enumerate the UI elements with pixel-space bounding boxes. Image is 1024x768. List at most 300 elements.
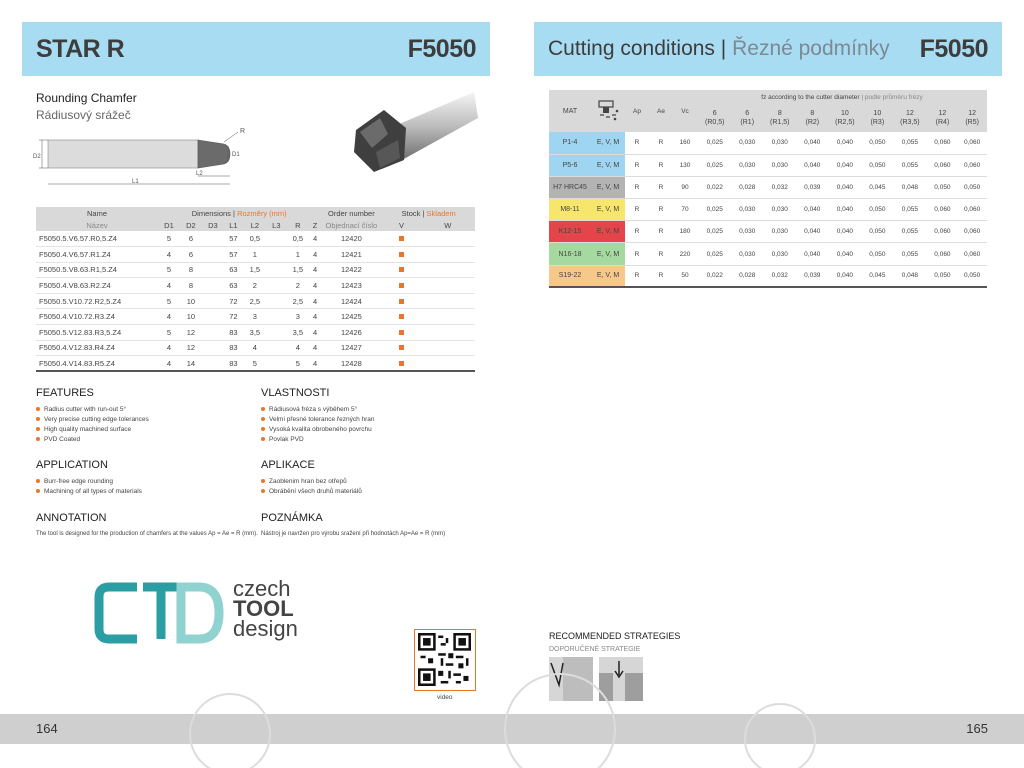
ap-cell: R	[625, 132, 649, 154]
application-heading: APPLICATION	[36, 459, 108, 471]
col-l2: L2	[243, 219, 267, 231]
col-stock-v: V	[382, 219, 420, 231]
cell-r: 2,5	[286, 293, 310, 309]
features-heading: FEATURES	[36, 387, 94, 399]
coolant-cell: E, V, M	[591, 265, 625, 287]
cell-l1: 72	[224, 293, 243, 309]
cell-r: 3	[286, 309, 310, 325]
cell-l2: 1,5	[243, 262, 267, 278]
cell-d2: 6	[180, 247, 202, 263]
cell-l1: 57	[224, 247, 243, 263]
table-row	[36, 262, 475, 278]
coolant-cell: E, V, M	[591, 221, 625, 243]
table-row	[549, 154, 987, 176]
table-row	[36, 278, 475, 294]
cell-l1: 83	[224, 325, 243, 341]
cell-d2: 12	[180, 325, 202, 341]
cell-z: 4	[310, 340, 321, 356]
fz-cell: 0,060	[957, 199, 987, 221]
cell-d2: 14	[180, 356, 202, 372]
fz-cell: 0,039	[797, 265, 827, 287]
fz-cell: 0,060	[928, 154, 958, 176]
cell-name: F5050.4.V10.72.R3.Z4	[36, 309, 158, 325]
cell-l1: 83	[224, 340, 243, 356]
fz-cell: 0,040	[827, 176, 862, 198]
stock-w-cell	[421, 356, 475, 372]
stock-v-cell	[382, 231, 420, 247]
fz-cell: 0,025	[697, 199, 732, 221]
stock-w-cell	[421, 278, 475, 294]
product-subtitle: Rádiusový srážeč	[36, 108, 131, 122]
ap-cell: R	[625, 154, 649, 176]
fz-cell: 0,022	[697, 176, 732, 198]
d2-label: D2	[33, 154, 41, 160]
stock-v-cell	[382, 293, 420, 309]
col-diameter: 10 (R3)	[863, 104, 893, 132]
fz-cell: 0,032	[762, 265, 797, 287]
cell-l3	[267, 231, 286, 247]
fz-cell: 0,050	[863, 154, 893, 176]
in-stock-icon	[399, 345, 404, 350]
col-ap: Ap	[625, 90, 649, 132]
cell-d2: 8	[180, 278, 202, 294]
qr-caption: video	[437, 694, 453, 701]
stock-w-cell	[421, 262, 475, 278]
fz-cell: 0,025	[697, 154, 732, 176]
stock-w-cell	[421, 231, 475, 247]
vc-cell: 180	[673, 221, 697, 243]
list-item: Povlak PVD	[261, 435, 375, 445]
fz-cell: 0,028	[732, 265, 762, 287]
fz-cell: 0,030	[762, 132, 797, 154]
fz-cell: 0,030	[732, 243, 762, 265]
col-l3: L3	[267, 219, 286, 231]
product-title: Rounding Chamfer	[36, 91, 137, 105]
poznamka-heading: POZNÁMKA	[261, 512, 323, 524]
cell-d2: 6	[180, 231, 202, 247]
fz-cell: 0,060	[957, 132, 987, 154]
cell-d3	[202, 231, 224, 247]
cell-r: 1	[286, 247, 310, 263]
fz-cell: 0,032	[762, 176, 797, 198]
fz-cell: 0,025	[697, 132, 732, 154]
fz-cell: 0,030	[732, 132, 762, 154]
material-cell: M8-11	[549, 199, 591, 221]
page-number-right: 165	[966, 721, 988, 736]
cell-d1: 4	[158, 356, 180, 372]
fz-cell: 0,040	[797, 199, 827, 221]
cell-l2: 3,5	[243, 325, 267, 341]
cell-name: F5050.4.V8.63.R2.Z4	[36, 278, 158, 294]
cell-r: 4	[286, 340, 310, 356]
table-row	[549, 132, 987, 154]
stock-w-cell	[421, 340, 475, 356]
cell-name: F5050.4.V14.83.R5.Z4	[36, 356, 158, 372]
aplikace-list	[261, 477, 362, 497]
fz-cell: 0,040	[797, 132, 827, 154]
vc-cell: 220	[673, 243, 697, 265]
cell-r: 2	[286, 278, 310, 294]
logo-text: czech TOOL design	[233, 576, 298, 641]
list-item: Velmi přesné tolerance řezných hran	[261, 415, 375, 425]
cell-d2: 12	[180, 340, 202, 356]
stock-w-cell	[421, 247, 475, 263]
table-row	[36, 231, 475, 247]
fz-cell: 0,050	[957, 176, 987, 198]
list-item: Radius cutter with run-out 5°	[36, 405, 149, 415]
cell-l2: 1	[243, 247, 267, 263]
cell-order: 12421	[320, 247, 382, 263]
cell-d1: 4	[158, 340, 180, 356]
fz-cell: 0,060	[957, 154, 987, 176]
czech-tool-design-logo	[95, 576, 320, 647]
cell-d1: 5	[158, 231, 180, 247]
fz-cell: 0,045	[863, 176, 893, 198]
table-row	[36, 309, 475, 325]
fz-cell: 0,045	[863, 265, 893, 287]
cell-d3	[202, 293, 224, 309]
cell-name: F5050.5.V8.63.R1,5.Z4	[36, 262, 158, 278]
cell-l1: 63	[224, 262, 243, 278]
ap-cell: R	[625, 243, 649, 265]
fz-cell: 0,030	[732, 154, 762, 176]
cell-z: 4	[310, 262, 321, 278]
coolant-cell: E, V, M	[591, 243, 625, 265]
right-header	[534, 22, 1002, 76]
fz-cell: 0,030	[732, 221, 762, 243]
in-stock-icon	[399, 252, 404, 257]
list-item: Vysoká kvalita obrobeného povrchu	[261, 425, 375, 435]
ap-cell: R	[625, 176, 649, 198]
ae-cell: R	[649, 132, 673, 154]
fz-cell: 0,050	[957, 265, 987, 287]
fz-cell: 0,030	[762, 199, 797, 221]
col-r: R	[286, 219, 310, 231]
list-item: Rádiusová fréza s výběhem 5°	[261, 405, 375, 415]
cell-order: 12422	[320, 262, 382, 278]
stock-v-cell	[382, 356, 420, 372]
cell-l3	[267, 309, 286, 325]
cell-order: 12428	[320, 356, 382, 372]
cell-l3	[267, 247, 286, 263]
material-cell: P1-4	[549, 132, 591, 154]
cell-name: F5050.5.V6.57.R0,5.Z4	[36, 231, 158, 247]
material-cell: P5-6	[549, 154, 591, 176]
cell-d3	[202, 262, 224, 278]
in-stock-icon	[399, 283, 404, 288]
cell-name: F5050.4.V12.83.R4.Z4	[36, 340, 158, 356]
cell-l2: 4	[243, 340, 267, 356]
coolant-cell: E, V, M	[591, 154, 625, 176]
in-stock-icon	[399, 236, 404, 241]
col-diameter: 12 (R3,5)	[892, 104, 927, 132]
cell-z: 4	[310, 356, 321, 372]
page-footer	[0, 714, 1024, 744]
cell-z: 4	[310, 278, 321, 294]
cell-l1: 83	[224, 356, 243, 372]
col-d1: D1	[158, 219, 180, 231]
stock-v-cell	[382, 262, 420, 278]
annotation-heading: ANNOTATION	[36, 512, 107, 524]
vc-cell: 50	[673, 265, 697, 287]
cell-d1: 4	[158, 278, 180, 294]
fz-cell: 0,060	[957, 221, 987, 243]
cell-l2: 2,5	[243, 293, 267, 309]
product-code: F5050	[407, 35, 476, 63]
fz-cell: 0,050	[928, 265, 958, 287]
table-row	[549, 221, 987, 243]
col-name-cz: Název	[36, 219, 158, 231]
cell-l3	[267, 293, 286, 309]
cell-l1: 57	[224, 231, 243, 247]
cell-r: 1,5	[286, 262, 310, 278]
fz-cell: 0,050	[863, 221, 893, 243]
list-item: Obrábění všech druhů materiálů	[261, 487, 362, 497]
product-code-right: F5050	[919, 35, 988, 63]
table-row	[36, 356, 475, 372]
fz-cell: 0,060	[928, 221, 958, 243]
vc-cell: 130	[673, 154, 697, 176]
ae-cell: R	[649, 154, 673, 176]
cutting-conditions-title: Cutting conditions | Řezné podmínky	[548, 37, 890, 60]
cell-r: 5	[286, 356, 310, 372]
cell-name: F5050.5.V10.72.R2,5.Z4	[36, 293, 158, 309]
ap-cell: R	[625, 265, 649, 287]
in-stock-icon	[399, 299, 404, 304]
ap-cell: R	[625, 199, 649, 221]
fz-cell: 0,040	[797, 154, 827, 176]
cell-l2: 3	[243, 309, 267, 325]
cell-l1: 72	[224, 309, 243, 325]
left-header	[22, 22, 490, 76]
vc-cell: 70	[673, 199, 697, 221]
col-diameter: 6 (R0,5)	[697, 104, 732, 132]
fz-cell: 0,040	[827, 132, 862, 154]
table-row	[549, 265, 987, 287]
material-cell: N16-18	[549, 243, 591, 265]
cell-d3	[202, 247, 224, 263]
qr-code[interactable]	[414, 629, 476, 691]
vlastnosti-heading: VLASTNOSTI	[261, 387, 330, 399]
fz-cell: 0,040	[797, 221, 827, 243]
stock-v-cell	[382, 340, 420, 356]
col-d3: D3	[202, 219, 224, 231]
product-series-title: STAR R	[36, 35, 125, 63]
vc-cell: 90	[673, 176, 697, 198]
fz-cell: 0,060	[928, 132, 958, 154]
col-l1: L1	[224, 219, 243, 231]
fz-cell: 0,030	[762, 243, 797, 265]
col-d2: D2	[180, 219, 202, 231]
table-row	[549, 199, 987, 221]
cell-name: F5050.5.V12.83.R3,5.Z4	[36, 325, 158, 341]
fz-cell: 0,048	[892, 265, 927, 287]
coolant-cell: E, V, M	[591, 176, 625, 198]
col-vc: Vc	[673, 90, 697, 132]
fz-cell: 0,055	[892, 154, 927, 176]
stock-v-cell	[382, 325, 420, 341]
cell-order: 12426	[320, 325, 382, 341]
annotation-text: The tool is designed for the production of chamfers at the values Ap = Ae = R (mm).	[36, 531, 258, 537]
in-stock-icon	[399, 330, 404, 335]
fz-cell: 0,030	[762, 154, 797, 176]
dimensions-table	[36, 207, 475, 372]
fz-cell: 0,055	[892, 199, 927, 221]
cell-d2: 10	[180, 309, 202, 325]
cell-l3	[267, 340, 286, 356]
fz-cell: 0,030	[732, 199, 762, 221]
fz-cell: 0,022	[697, 265, 732, 287]
cell-order: 12423	[320, 278, 382, 294]
cell-d2: 10	[180, 293, 202, 309]
cell-z: 4	[310, 247, 321, 263]
vlastnosti-list	[261, 405, 375, 445]
list-item: PVD Coated	[36, 435, 149, 445]
table-row	[36, 340, 475, 356]
stock-w-cell	[421, 293, 475, 309]
material-cell: H7 HRC45	[549, 176, 591, 198]
fz-cell: 0,050	[863, 199, 893, 221]
ctd-logo-mark	[95, 583, 225, 643]
col-name: Name	[36, 207, 158, 219]
fz-cell: 0,055	[892, 221, 927, 243]
col-diameter: 8 (R1,5)	[762, 104, 797, 132]
l2-label: L2	[196, 171, 203, 177]
cell-d3	[202, 340, 224, 356]
material-cell: K12-15	[549, 221, 591, 243]
cell-order: 12420	[320, 231, 382, 247]
coolant-cell: E, V, M	[591, 132, 625, 154]
col-mat: MAT	[549, 90, 591, 132]
cell-l3	[267, 262, 286, 278]
cell-d3	[202, 278, 224, 294]
fz-cell: 0,040	[797, 243, 827, 265]
fz-cell: 0,050	[928, 176, 958, 198]
qr-code-icon	[418, 633, 471, 686]
cell-order: 12425	[320, 309, 382, 325]
cell-l2: 5	[243, 356, 267, 372]
in-stock-icon	[399, 314, 404, 319]
cell-l3	[267, 325, 286, 341]
coolant-icon	[595, 99, 621, 121]
fz-cell: 0,060	[928, 243, 958, 265]
col-diameter: 10 (R2,5)	[827, 104, 862, 132]
cell-order: 12424	[320, 293, 382, 309]
stock-v-cell	[382, 309, 420, 325]
list-item: Machining of all types of materials	[36, 487, 142, 497]
cell-z: 4	[310, 325, 321, 341]
col-dimensions: Dimensions | Rozměry (mm)	[158, 207, 320, 219]
ap-cell: R	[625, 221, 649, 243]
cell-l3	[267, 278, 286, 294]
fz-cell: 0,060	[957, 243, 987, 265]
page-number-left: 164	[36, 721, 58, 736]
footer-pattern	[0, 714, 1024, 744]
cell-l2: 0,5	[243, 231, 267, 247]
tool-drawing	[33, 124, 256, 194]
strategies-title: RECOMMENDED STRATEGIES	[549, 631, 681, 641]
l1-label: L1	[132, 179, 139, 185]
table-row	[36, 325, 475, 341]
list-item: High quality machined surface	[36, 425, 149, 435]
cell-name: F5050.4.V6.57.R1.Z4	[36, 247, 158, 263]
col-diameter: 12 (R4)	[928, 104, 958, 132]
stock-v-cell	[382, 278, 420, 294]
cell-d1: 5	[158, 293, 180, 309]
col-order: Order number	[320, 207, 382, 219]
list-item: Burr-free edge rounding	[36, 477, 142, 487]
fz-cell: 0,028	[732, 176, 762, 198]
ae-cell: R	[649, 265, 673, 287]
cell-l1: 63	[224, 278, 243, 294]
col-stock-w: W	[421, 219, 475, 231]
list-item: Very precise cutting edge tolerances	[36, 415, 149, 425]
table-row	[549, 243, 987, 265]
fz-cell: 0,030	[762, 221, 797, 243]
col-diameter: 8 (R2)	[797, 104, 827, 132]
aplikace-heading: APLIKACE	[261, 459, 315, 471]
ae-cell: R	[649, 243, 673, 265]
in-stock-icon	[399, 361, 404, 366]
col-coolant	[591, 90, 625, 132]
cell-d2: 8	[180, 262, 202, 278]
material-cell: S19-22	[549, 265, 591, 287]
table-row	[36, 293, 475, 309]
cell-d3	[202, 309, 224, 325]
fz-cell: 0,025	[697, 243, 732, 265]
table-row	[36, 247, 475, 263]
fz-cell: 0,040	[827, 265, 862, 287]
cell-d3	[202, 356, 224, 372]
strategy-rounding-icon	[599, 657, 643, 701]
cell-d1: 4	[158, 309, 180, 325]
cell-r: 3,5	[286, 325, 310, 341]
cell-d1: 5	[158, 325, 180, 341]
cell-d1: 4	[158, 247, 180, 263]
in-stock-icon	[399, 267, 404, 272]
strategies-subtitle: DOPORUČENÉ STRATEGIE	[549, 646, 641, 653]
fz-cell: 0,050	[863, 243, 893, 265]
fz-cell: 0,040	[827, 221, 862, 243]
vc-cell: 160	[673, 132, 697, 154]
list-item: Zaoblenim hran bez otřepů	[261, 477, 362, 487]
cell-l3	[267, 356, 286, 372]
fz-cell: 0,040	[827, 199, 862, 221]
fz-cell: 0,025	[697, 221, 732, 243]
cell-z: 4	[310, 293, 321, 309]
col-stock: Stock | Skladem	[382, 207, 475, 219]
cell-order: 12427	[320, 340, 382, 356]
stock-w-cell	[421, 325, 475, 341]
coolant-cell: E, V, M	[591, 199, 625, 221]
application-list	[36, 477, 142, 497]
ae-cell: R	[649, 176, 673, 198]
cell-r: 0,5	[286, 231, 310, 247]
fz-cell: 0,040	[827, 154, 862, 176]
ae-cell: R	[649, 221, 673, 243]
poznamka-text: Nástroj je navržen pro výrobu sražení při hodnotách Ap=Ae = R (mm)	[261, 531, 446, 537]
d1-label: D1	[232, 152, 240, 158]
cell-z: 4	[310, 231, 321, 247]
col-ae: Ae	[649, 90, 673, 132]
fz-cell: 0,055	[892, 243, 927, 265]
cutting-conditions-table	[549, 90, 987, 288]
fz-cell: 0,060	[928, 199, 958, 221]
fz-cell: 0,055	[892, 132, 927, 154]
strategy-chamfer-icon	[549, 657, 593, 701]
cell-z: 4	[310, 309, 321, 325]
fz-cell: 0,050	[863, 132, 893, 154]
